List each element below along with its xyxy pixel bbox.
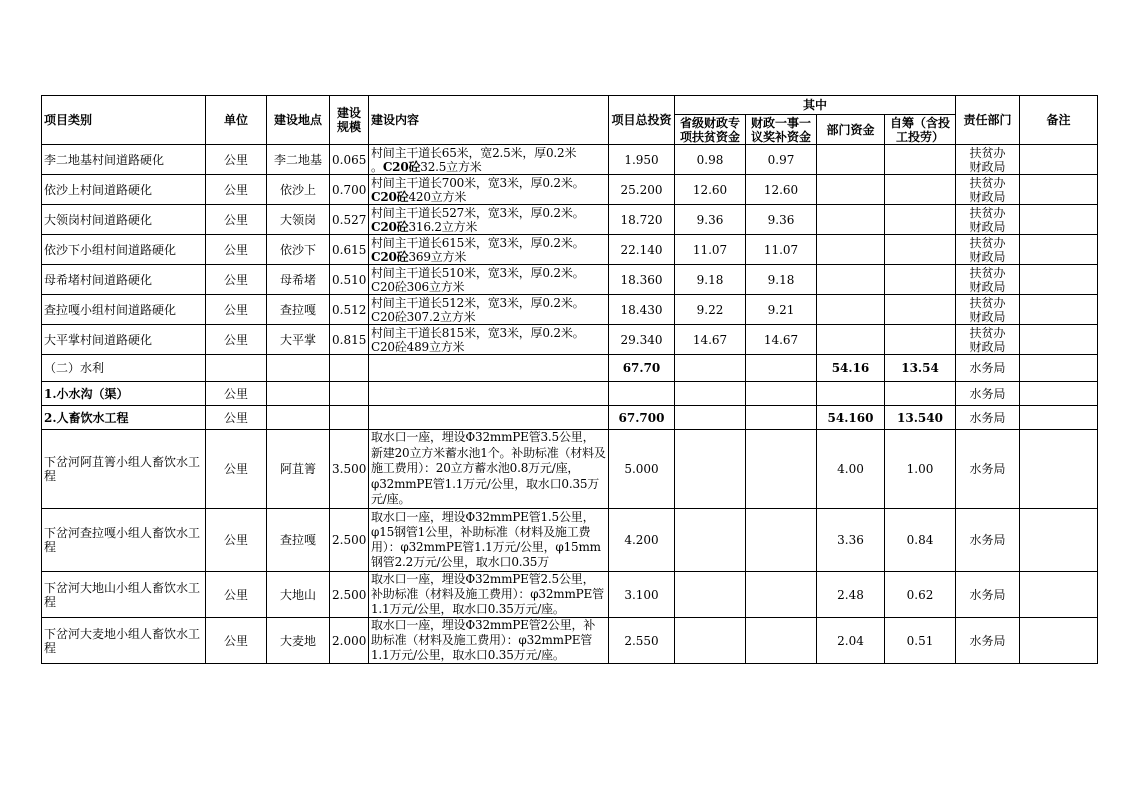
section-title: 1.小水沟（渠） — [42, 382, 206, 406]
section-title: 2.人畜饮水工程 — [42, 406, 206, 430]
content-cell — [369, 175, 609, 205]
provincial-cell: 9.18 — [675, 265, 746, 295]
award-cell: 9.21 — [746, 295, 817, 325]
self-raised-cell — [885, 325, 956, 355]
responsible-cell — [956, 205, 1020, 235]
self-raised-cell — [885, 265, 956, 295]
location-cell: 大领岗 — [267, 205, 330, 235]
header-finance-award: 财政一事一议奖补资金 — [746, 115, 817, 145]
remarks-cell — [1020, 175, 1098, 205]
content-cell: 取水口一座，埋设Φ32mmPE管3.5公里，新建20立方米蓄水池1个。补助标准（材料及施工费用）：20立方蓄水池0.8万元/座，φ32mmPE管1.1万元/公里，取水口0.35万元/座。 — [369, 430, 609, 509]
provincial-cell: 11.07 — [675, 235, 746, 265]
responsible-cell — [956, 145, 1020, 175]
content-cell — [369, 325, 609, 355]
responsible-cell: 水务局 — [956, 618, 1020, 664]
project-name: 下岔河大麦地小组人畜饮水工程 — [42, 618, 206, 664]
dept-line: 扶贫办 — [969, 265, 1006, 280]
section-row — [42, 355, 1098, 382]
total-cell: 18.720 — [609, 205, 675, 235]
content-text: 村间主干道长615米，宽3米，厚0.2米。 — [371, 235, 585, 250]
content-volume: 316.2立方米 — [408, 219, 478, 234]
provincial-cell: 12.60 — [675, 175, 746, 205]
header-remarks: 备注 — [1020, 96, 1098, 145]
dept-funds-cell: 3.36 — [817, 509, 885, 572]
content-volume: C20砼489立方米 — [371, 339, 465, 354]
project-name: 依沙下小组村间道路硬化 — [42, 235, 206, 265]
scale-cell: 3.500 — [330, 430, 369, 509]
scale-cell: 0.510 — [330, 265, 369, 295]
location-cell: 阿苴箐 — [267, 430, 330, 509]
project-name: 大领岗村间道路硬化 — [42, 205, 206, 235]
dept-funds-cell: 2.04 — [817, 618, 885, 664]
content-cell — [369, 235, 609, 265]
provincial-cell: 14.67 — [675, 325, 746, 355]
project-name: 李二地基村间道路硬化 — [42, 145, 206, 175]
unit-cell: 公里 — [206, 572, 267, 618]
table-row — [42, 430, 1098, 509]
total-cell: 25.200 — [609, 175, 675, 205]
award-cell: 0.97 — [746, 145, 817, 175]
dept-funds-cell — [817, 145, 885, 175]
scale-cell: 2.000 — [330, 618, 369, 664]
project-name: 母希堵村间道路硬化 — [42, 265, 206, 295]
scale-cell: 0.815 — [330, 325, 369, 355]
award-cell: 9.18 — [746, 265, 817, 295]
unit-cell: 公里 — [206, 295, 267, 325]
unit-cell: 公里 — [206, 235, 267, 265]
table-row — [42, 572, 1098, 618]
remarks-cell — [1020, 235, 1098, 265]
self-raised-cell — [885, 205, 956, 235]
content-text: 村间主干道长510米，宽3米，厚0.2米。 — [371, 265, 585, 280]
responsible-cell — [956, 295, 1020, 325]
header-total: 项目总投资 — [609, 96, 675, 145]
content-volume: 420立方米 — [408, 189, 467, 204]
dept-line: 财政局 — [969, 309, 1006, 324]
header-content: 建设内容 — [369, 96, 609, 145]
dept-funds-cell: 54.16 — [817, 355, 885, 382]
responsible-cell: 水务局 — [956, 572, 1020, 618]
unit-cell: 公里 — [206, 430, 267, 509]
content-text: 村间主干道长527米，宽3米，厚0.2米。 — [371, 205, 585, 220]
location-cell: 查拉嘎 — [267, 295, 330, 325]
table-row — [42, 205, 1098, 235]
self-raised-cell: 0.51 — [885, 618, 956, 664]
total-cell: 2.550 — [609, 618, 675, 664]
table-row — [42, 265, 1098, 295]
dept-line: 扶贫办 — [969, 235, 1006, 250]
responsible-cell — [956, 235, 1020, 265]
section-row — [42, 382, 1098, 406]
content-volume: C20砼307.2立方米 — [371, 309, 476, 324]
content-concrete: C20砼 — [371, 249, 409, 264]
header-unit: 单位 — [206, 96, 267, 145]
total-cell: 3.100 — [609, 572, 675, 618]
content-concrete: C20砼 — [371, 219, 409, 234]
dept-line: 扶贫办 — [969, 325, 1006, 340]
project-name: 下岔河阿苴箐小组人畜饮水工程 — [42, 430, 206, 509]
content-text: 村间主干道长65米，宽2.5米，厚0.2米 — [371, 145, 577, 160]
content-volume: 369立方米 — [408, 249, 467, 264]
total-cell: 67.70 — [609, 355, 675, 382]
unit-cell: 公里 — [206, 205, 267, 235]
remarks-cell — [1020, 265, 1098, 295]
dept-line: 扶贫办 — [969, 205, 1006, 220]
total-cell: 67.700 — [609, 406, 675, 430]
dept-funds-cell: 4.00 — [817, 430, 885, 509]
dept-funds-cell — [817, 325, 885, 355]
scale-cell: 2.500 — [330, 572, 369, 618]
total-cell: 18.360 — [609, 265, 675, 295]
self-raised-cell — [885, 295, 956, 325]
content-cell — [369, 205, 609, 235]
content-concrete: C20砼 — [371, 189, 409, 204]
responsible-cell — [956, 325, 1020, 355]
table-row — [42, 235, 1098, 265]
project-name: 下岔河大地山小组人畜饮水工程 — [42, 572, 206, 618]
table-row — [42, 325, 1098, 355]
dept-line: 财政局 — [969, 159, 1006, 174]
content-cell: 取水口一座，埋设Φ32mmPE管2公里，补助标准（材料及施工费用）：φ32mmPE管1.1万元/公里，取水口0.35万元/座。 — [369, 618, 609, 664]
content-cell — [369, 145, 609, 175]
header-scale: 建设规模 — [330, 96, 369, 145]
provincial-cell: 9.36 — [675, 205, 746, 235]
project-name: 查拉嘎小组村间道路硬化 — [42, 295, 206, 325]
table-row — [42, 175, 1098, 205]
table-row — [42, 145, 1098, 175]
unit-cell: 公里 — [206, 325, 267, 355]
project-name: 下岔河查拉嘎小组人畜饮水工程 — [42, 509, 206, 572]
self-raised-cell — [885, 235, 956, 265]
content-cell — [369, 265, 609, 295]
award-cell: 9.36 — [746, 205, 817, 235]
scale-cell: 0.065 — [330, 145, 369, 175]
dept-funds-cell — [817, 235, 885, 265]
self-raised-cell: 13.540 — [885, 406, 956, 430]
dept-funds-cell: 54.160 — [817, 406, 885, 430]
content-cell: 取水口一座，埋设Φ32mmPE管2.5公里，补助标准（材料及施工费用）：φ32mmPE管1.1万元/公里，取水口0.35万元/座。 — [369, 572, 609, 618]
header-project-type: 项目类别 — [42, 96, 206, 145]
table-row — [42, 295, 1098, 325]
location-cell: 依沙下 — [267, 235, 330, 265]
content-cell — [369, 295, 609, 325]
unit-cell: 公里 — [206, 509, 267, 572]
location-cell: 大地山 — [267, 572, 330, 618]
total-cell: 29.340 — [609, 325, 675, 355]
dept-line: 财政局 — [969, 279, 1006, 294]
unit-cell: 公里 — [206, 145, 267, 175]
dept-line: 财政局 — [969, 219, 1006, 234]
dept-line: 财政局 — [969, 339, 1006, 354]
dept-line: 扶贫办 — [969, 295, 1006, 310]
location-cell: 李二地基 — [267, 145, 330, 175]
dept-funds-cell — [817, 175, 885, 205]
self-raised-cell: 1.00 — [885, 430, 956, 509]
content-volume: C20砼306立方米 — [371, 279, 465, 294]
remarks-cell — [1020, 145, 1098, 175]
scale-cell: 2.500 — [330, 509, 369, 572]
content-text: 村间主干道长700米，宽3米，厚0.2米。 — [371, 175, 585, 190]
responsible-cell: 水务局 — [956, 430, 1020, 509]
responsible-cell: 水务局 — [956, 509, 1020, 572]
dept-funds-cell — [817, 295, 885, 325]
scale-cell: 0.700 — [330, 175, 369, 205]
responsible-cell — [956, 175, 1020, 205]
location-cell: 依沙上 — [267, 175, 330, 205]
self-raised-cell — [885, 145, 956, 175]
self-raised-cell: 0.84 — [885, 509, 956, 572]
location-cell: 母希堵 — [267, 265, 330, 295]
award-cell: 11.07 — [746, 235, 817, 265]
dept-funds-cell — [817, 205, 885, 235]
content-cell: 取水口一座，埋设Φ32mmPE管1.5公里，φ15钢管1公里，补助标准（材料及施工费用）：φ32mmPE管1.1万元/公里，φ15mm钢管2.2万元/公里，取水口0.35万 — [369, 509, 609, 572]
location-cell: 大麦地 — [267, 618, 330, 664]
responsible-cell: 水务局 — [956, 406, 1020, 430]
total-cell: 5.000 — [609, 430, 675, 509]
location-cell: 查拉嘎 — [267, 509, 330, 572]
location-cell: 大平掌 — [267, 325, 330, 355]
content-text: 村间主干道长512米，宽3米，厚0.2米。 — [371, 295, 585, 310]
content-concrete: C20砼 — [382, 159, 421, 174]
dept-funds-cell — [817, 265, 885, 295]
project-name: 大平掌村间道路硬化 — [42, 325, 206, 355]
content-text: 村间主干道长815米，宽3米，厚0.2米。 — [371, 325, 585, 340]
project-name: 依沙上村间道路硬化 — [42, 175, 206, 205]
award-cell: 12.60 — [746, 175, 817, 205]
dept-line: 财政局 — [969, 249, 1006, 264]
remarks-cell — [1020, 325, 1098, 355]
header-location: 建设地点 — [267, 96, 330, 145]
total-cell: 4.200 — [609, 509, 675, 572]
responsible-cell — [956, 265, 1020, 295]
dept-line: 财政局 — [969, 189, 1006, 204]
unit-cell: 公里 — [206, 382, 267, 406]
content-text: 。 — [371, 159, 383, 174]
scale-cell: 0.512 — [330, 295, 369, 325]
provincial-cell: 9.22 — [675, 295, 746, 325]
unit-cell: 公里 — [206, 618, 267, 664]
header-of-which: 其中 — [675, 96, 956, 115]
investment-table — [41, 95, 1098, 664]
responsible-cell: 水务局 — [956, 355, 1020, 382]
total-cell: 1.950 — [609, 145, 675, 175]
remarks-cell — [1020, 295, 1098, 325]
header-dept-funds: 部门资金 — [817, 115, 885, 145]
section-row — [42, 406, 1098, 430]
responsible-cell: 水务局 — [956, 382, 1020, 406]
header-self-raised: 自筹（含投工投劳） — [885, 115, 956, 145]
dept-funds-cell: 2.48 — [817, 572, 885, 618]
total-cell: 22.140 — [609, 235, 675, 265]
header-provincial: 省级财政专项扶贫资金 — [675, 115, 746, 145]
unit-cell: 公里 — [206, 175, 267, 205]
self-raised-cell: 13.54 — [885, 355, 956, 382]
award-cell: 14.67 — [746, 325, 817, 355]
section-title: （二）水利 — [42, 355, 206, 382]
table-row — [42, 618, 1098, 664]
table-row — [42, 509, 1098, 572]
unit-cell: 公里 — [206, 406, 267, 430]
dept-line: 扶贫办 — [969, 145, 1006, 160]
self-raised-cell — [885, 175, 956, 205]
scale-cell: 0.527 — [330, 205, 369, 235]
dept-line: 扶贫办 — [969, 175, 1006, 190]
unit-cell: 公里 — [206, 265, 267, 295]
provincial-cell: 0.98 — [675, 145, 746, 175]
self-raised-cell: 0.62 — [885, 572, 956, 618]
total-cell: 18.430 — [609, 295, 675, 325]
remarks-cell — [1020, 205, 1098, 235]
content-volume: 32.5立方米 — [420, 159, 482, 174]
scale-cell: 0.615 — [330, 235, 369, 265]
header-responsible: 责任部门 — [956, 96, 1020, 145]
